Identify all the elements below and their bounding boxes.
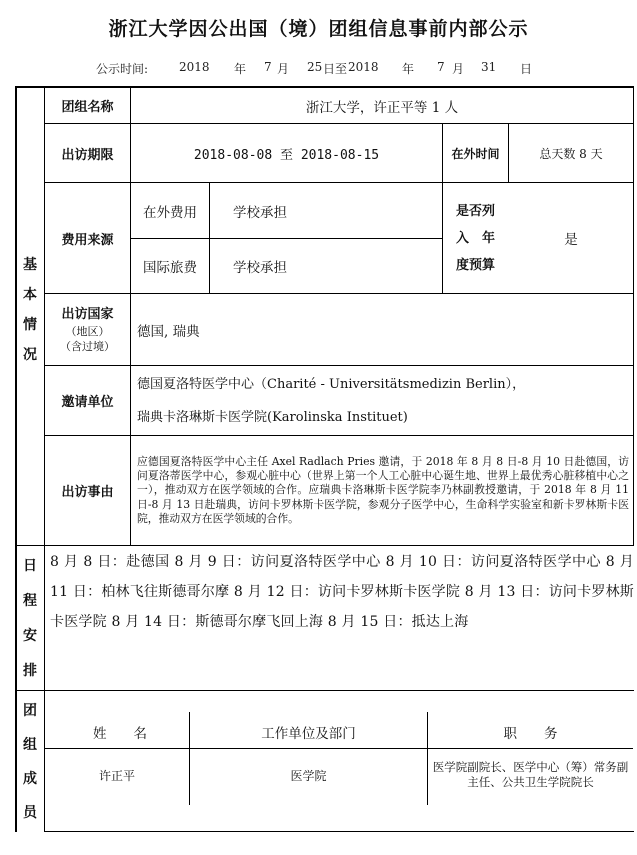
group-name-value: 浙江大学，许正平等 1 人 — [305, 99, 459, 116]
annual-budget-value: 是 — [564, 232, 578, 248]
abroad-time-label: 在外时间 — [451, 146, 500, 161]
schedule-text: 8 月 8 日：赴德国 8 月 9 日：访问夏洛特医学中心 8 月 10 日：访问夏洛特医学中心 8 月 11 日：柏林飞往斯德哥尔摩 8 月 12 日：访问卡罗林斯卡医学院 8 月 13 日：访问卡罗林斯卡医学院 8 月 14 日：斯德哥尔摩飞回上海 8 月 15 日：抵达上海 — [50, 554, 634, 630]
notice-start-day-unit: 日至 — [323, 62, 348, 76]
notice-start-day: 25 — [307, 60, 323, 74]
inviter-line-2: 瑞典卡洛琳斯卡医学院(Karolinska Instituet) — [137, 409, 408, 425]
notice-end-day: 31 — [481, 60, 497, 74]
member-name: 许正平 — [98, 768, 135, 783]
member-unit: 医学院 — [290, 768, 327, 783]
country-value: 德国, 瑞典 — [137, 323, 200, 340]
notice-end-day-unit: 日 — [520, 62, 533, 76]
member-position: 医学院副院长、医学中心（筹）常务副主任、公共卫生学院院长 — [432, 760, 629, 789]
page-title: 浙江大学因公出国（境）团组信息事前内部公示 — [108, 18, 529, 40]
notice-label: 公示时间: — [96, 62, 149, 76]
notice-end-year-unit: 年 — [402, 62, 415, 76]
notice-end-year: 2018 — [348, 60, 379, 74]
inviter-value — [137, 366, 631, 435]
country-label: 出访国家 （地区） （含过境） — [60, 307, 115, 353]
inviter-line-1: 德国夏洛特医学中心（Charité - Universitätsmedizin Berlin）， — [137, 376, 526, 392]
reason-label: 出访事由 — [61, 485, 114, 500]
notice-start-year-unit: 年 — [234, 62, 247, 76]
notice-start-month-unit: 月 — [277, 62, 290, 76]
funding-label: 费用来源 — [61, 232, 114, 248]
members-header-unit: 工作单位及部门 — [261, 726, 356, 742]
period-value: 2018-08-08 至 2018-08-15 — [193, 147, 380, 163]
abroad-cost-label: 在外费用 — [143, 204, 197, 221]
inviter-label: 邀请单位 — [61, 395, 114, 410]
members-header-position: 职 务 — [503, 726, 558, 742]
annual-budget-label: 是否列 入 年 度预算 — [455, 203, 495, 273]
period-label: 出访期限 — [61, 147, 114, 163]
abroad-cost-value: 学校承担 — [233, 204, 287, 221]
section-basic-info: 基 本 情 况 — [23, 257, 37, 363]
reason-value — [137, 436, 629, 545]
abroad-time-value: 总天数 8 天 — [539, 146, 603, 161]
notice-end-month-unit: 月 — [452, 62, 465, 76]
notice-start-month: 7 — [264, 60, 272, 74]
group-name-label: 团组名称 — [61, 100, 114, 115]
members-header-name: 姓 名 — [93, 726, 147, 742]
notice-end-month: 7 — [437, 60, 445, 74]
section-members: 团 组 成 员 — [23, 703, 37, 821]
section-schedule: 日 程 安 排 — [23, 557, 37, 679]
travel-cost-value: 学校承担 — [233, 260, 287, 276]
notice-start-year: 2018 — [179, 60, 210, 74]
travel-cost-label: 国际旅费 — [143, 260, 197, 276]
reason-text: 应德国夏洛特医学中心主任 Axel Radlach Pries 邀请，于 2018 年 8 月 8 日-8 月 10 日赴德国，访问夏洛蒂医学中心，参观心脏中心（世界上第一个人工心脏中心诞生地、世界上最优秀心脏移植中心之一），推动双方在医学领域的合作。应瑞典卡洛琳斯卡医学院李乃林副教授邀请，于 2018 年 8 月 11 日-8 月 13 日赴瑞典，访问卡罗林斯卡医学院，参观分子医学中心，生命科学实验室和新卡罗林斯卡医院，推动双方在医学领域的合作。 — [137, 454, 629, 525]
